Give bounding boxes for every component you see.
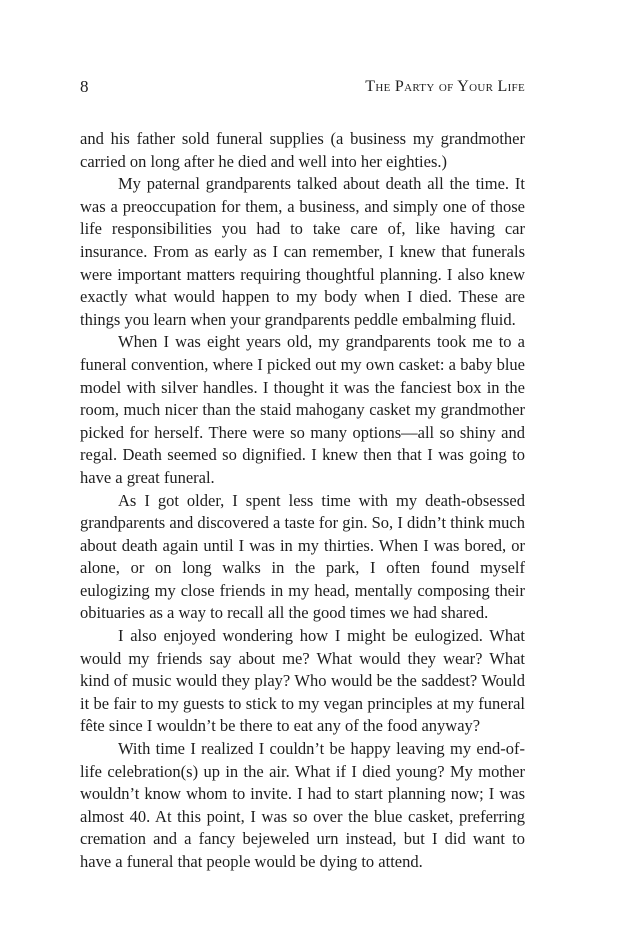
paragraph: With time I realized I couldn’t be happy leaving my end-of-life celebration(s) up in the air. What if I died young? My mother wouldn’t know whom to invite. I had to start planning now; I was almost 40. At this point, I was so over the blue casket, preferring cremation and a fancy bejeweled urn instead, but I did want to have a funeral that people would be dying to attend. xyxy=(80,739,525,871)
book-page xyxy=(80,76,525,874)
page-number: 8 xyxy=(80,77,89,96)
running-head xyxy=(80,76,525,100)
paragraph: As I got older, I spent less time with my death-obsessed grandparents and discovered a taste for gin. So, I didn’t think much about death again until I was in my thirties. When I was bored, or alone, or on long walks in the park, I often found myself eulogizing my close friends in my head, mentally composing their obituaries as a way to recall all the good times we had shared. xyxy=(80,490,525,623)
paragraph: I also enjoyed wondering how I might be eulogized. What would my friends say about me? What would they wear? What kind of music would they play? Who would be the saddest? Would it be fair to my guests to stick to my vegan principles at my funeral fête since I wouldn’t be there to eat any of the food anyway? xyxy=(80,626,525,736)
body-text xyxy=(80,128,525,874)
running-title: The Party of Your Life xyxy=(365,78,525,95)
paragraph-continued: and his father sold funeral supplies (a business my grandmother carried on long after he died and well into her eighties.) xyxy=(80,129,525,171)
paragraph: When I was eight years old, my grandparents took me to a funeral convention, where I picked out my own casket: a baby blue model with silver handles. I thought it was the fanciest box in the room, much nicer than the staid mahogany casket my grandmother picked for herself. There were so many options—all so shiny and regal. Death seemed so dignified. I knew then that I was going to have a great funeral. xyxy=(80,332,525,487)
paragraph: My paternal grandparents talked about death all the time. It was a preoccupation for them, a business, and simply one of those life responsibilities you had to take care of, like having car insurance. From as early as I can remember, I knew that funerals were important matters requiring thoughtful planning. I also knew exactly what would happen to my body when I died. These are things you learn when your grandparents peddle embalming fluid. xyxy=(80,174,525,329)
